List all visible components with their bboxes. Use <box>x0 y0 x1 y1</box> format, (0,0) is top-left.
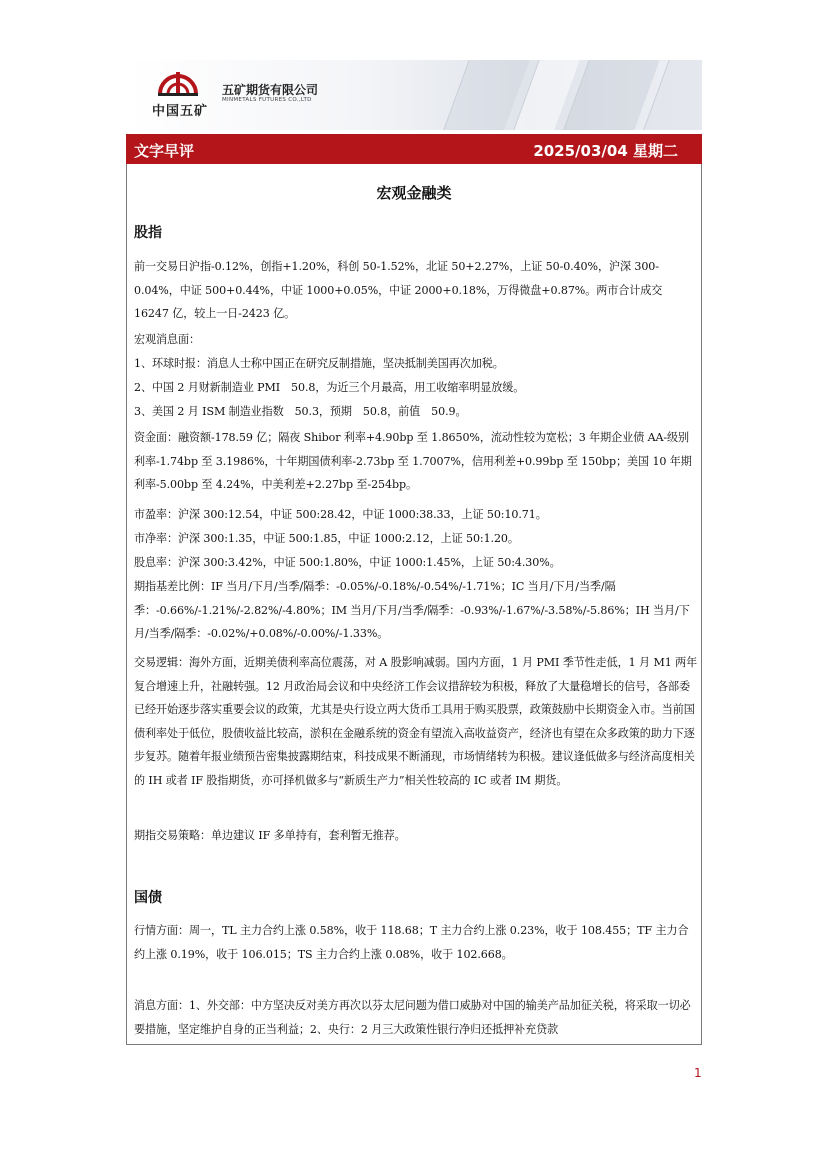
page-number: 1 <box>694 1066 702 1080</box>
report-type: 文字早评 <box>134 142 195 160</box>
paragraph: 消息方面：1、外交部：中方坚决反对美方再次以芬太尼问题为借口威胁对中国的输美产品加征关税，将采取一切必要措施，坚定维护自身的正当利益；2、央行：2 月三大政策性银行净归还抵押补充贷款 <box>134 999 691 1036</box>
paragraph: 1、环球时报：消息人士称中国正在研究反制措施，坚决抵制美国再次加税。 <box>134 357 504 370</box>
paragraph: 期指基差比例：IF 当月/下月/当季/隔季：-0.05%/-0.18%/-0.54%/-1.71%；IC 当月/下月/当季/隔季：-0.66%/-1.21%/-2.82%/-4.80%；IM 当月/下月/当季/隔季：-0.93%/-1.67%/-3.58%/-5.86%；IH 当月/下月/当季/隔季：-0.02%/+0.08%/-0.00%/-1.33%。 <box>134 580 690 640</box>
treasury-heading: 国债 <box>134 890 162 906</box>
paragraph: 宏观消息面： <box>134 333 200 346</box>
company-name-cn: 五矿期货有限公司 <box>222 83 319 97</box>
report-date: 2025/03/04 星期二 <box>533 142 678 160</box>
paragraph: 市盈率：沪深 300:12.54，中证 500:28.42，中证 1000:38.33，上证 50:10.71。 <box>134 508 547 521</box>
paragraph: 期指交易策略：单边建议 IF 多单持有，套利暂无推荐。 <box>134 829 406 842</box>
section-title: 宏观金融类 <box>376 184 452 202</box>
paragraph: 交易逻辑：海外方面，近期美债利率高位震荡，对 A 股影响减弱。国内方面，1 月 PMI 季节性走低，1 月 M1 两年复合增速上升，社融转强。12 月政治局会议和中央经济工作会议措辞较为积极，释放了大量稳增长的信号，各部委已经开始逐步落实重要会议的政策，尤其是央行设立两大货币工具用于购买股票，政策鼓励中长期资金入市。当前国债利率处于低位，股债收益比较高，淤积在金融系统的资金有望流入高收益资产，经济也有望在众多政策的助力下逐步复苏。随着年报业绩预告密集披露期结束，科技成果不断涌现，市场情绪转为积极。建议逢低做多与经济高度相关的 IH 或者 IF 股指期货，亦可择机做多与“新质生产力”相关性较高的 IC 或者 IM 期货。 <box>134 656 698 787</box>
paragraph: 3、美国 2 月 ISM 制造业指数 50.3，预期 50.8，前值 50.9。 <box>134 405 467 418</box>
paragraph: 股息率：沪深 300:3.42%，中证 500:1.80%，中证 1000:1.45%，上证 50:4.30%。 <box>134 556 561 569</box>
paragraph: 资金面：融资额-178.59 亿；隔夜 Shibor 利率+4.90bp 至 1.8650%，流动性较为宽松；3 年期企业债 AA-级别利率-1.74bp 至 3.1986%，十年期国债利率-2.73bp 至 1.7007%，信用利差+0.99bp 至 150bp；美国 10 年期利率-5.00bp 至 4.24%，中美利差+2.27bp 至-254bp。 <box>134 431 692 491</box>
header-banner <box>126 60 702 130</box>
paragraph: 行情方面：周一，TL 主力合约上涨 0.58%，收于 118.68；T 主力合约上涨 0.23%，收于 108.455；TF 主力合约上涨 0.19%，收于 106.015；TS 主力合约上涨 0.08%，收于 102.668。 <box>134 924 689 961</box>
stock-index-heading: 股指 <box>134 225 162 241</box>
company-name-en: MINMETALS FUTURES CO.,LTD <box>222 97 312 103</box>
paragraph: 市净率：沪深 300:1.35，中证 500:1.85，中证 1000:2.12，上证 50:1.20。 <box>134 532 519 545</box>
report-title-bar <box>126 134 702 164</box>
minmetals-logo-icon <box>156 68 200 96</box>
paragraph: 2、中国 2 月财新制造业 PMI 50.8，为近三个月最高，用工收缩率明显放缓。 <box>134 381 525 394</box>
paragraph: 前一交易日沪指-0.12%，创指+1.20%，科创 50-1.52%，北证 50+2.27%，上证 50-0.40%，沪深 300-0.04%，中证 500+0.44%，中证 1000+0.05%，中证 2000+0.18%，万得微盘+0.87%。两市合计成交 16247 亿，较上一日-2423 亿。 <box>134 260 663 320</box>
content-box <box>126 164 702 1045</box>
logo-text: 中国五矿 <box>152 104 209 119</box>
